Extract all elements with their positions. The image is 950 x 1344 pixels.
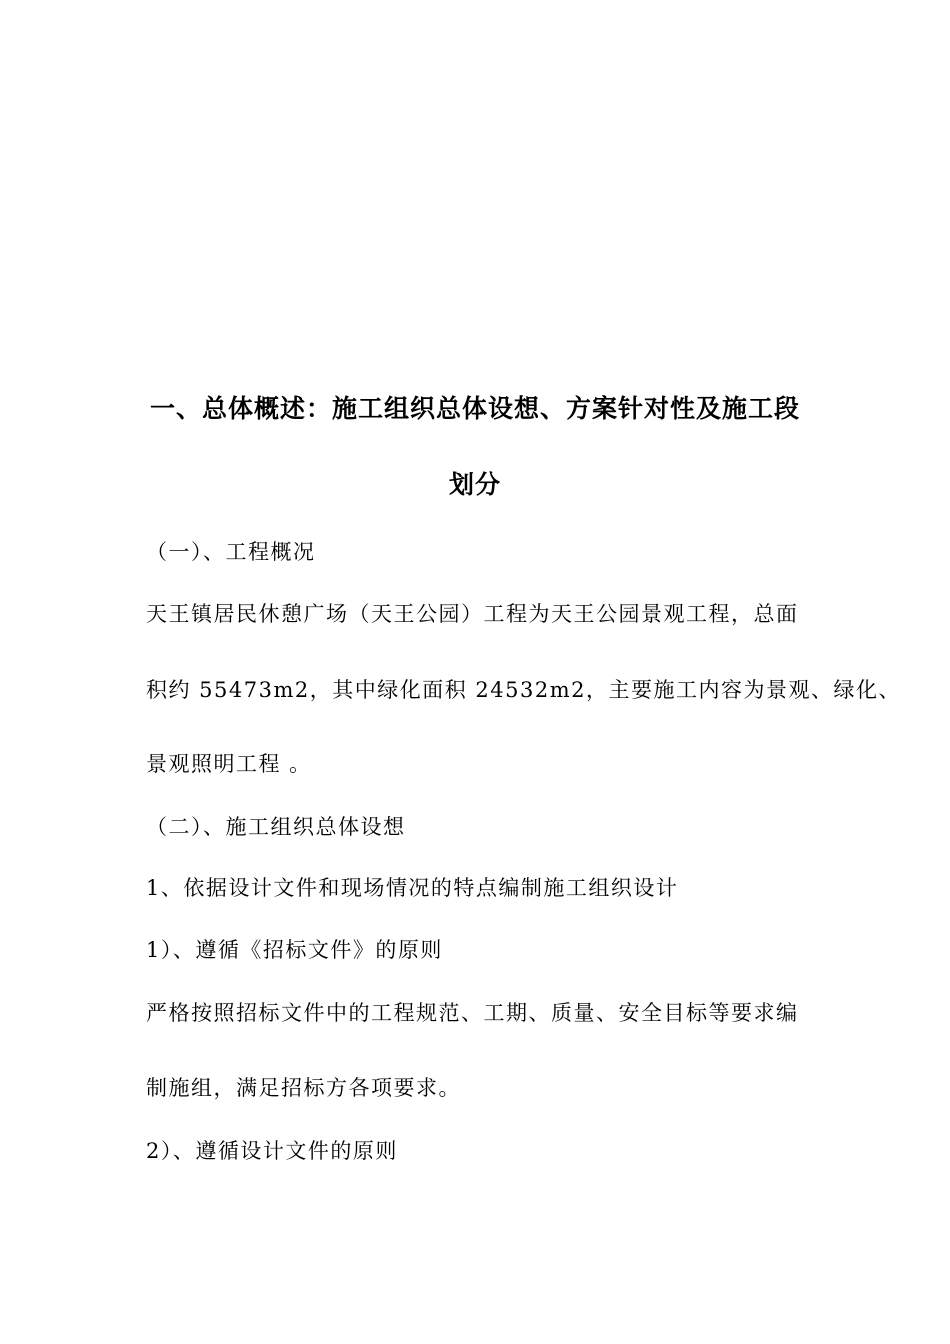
list-item: 1、依据设计文件和现场情况的特点编制施工组织设计: [146, 876, 679, 900]
list-item: 2）、遵循设计文件的原则: [146, 1139, 398, 1163]
heading-line-1: 一、总体概述：施工组织总体设想、方案针对性及施工段: [149, 394, 800, 423]
paragraph-line: 景观照明工程 。: [146, 752, 312, 776]
section-heading-overall-concept: （二）、施工组织总体设想: [146, 815, 406, 839]
section-heading-project-overview: （一）、工程概况: [146, 540, 316, 564]
paragraph-line: 积约 55473m2，其中绿化面积 24532m2，主要施工内容为景观、绿化、: [146, 678, 902, 702]
paragraph-line: 天王镇居民休憩广场（天王公园）工程为天王公园景观工程，总面: [146, 602, 799, 626]
paragraph-line: 制施组，满足招标方各项要求。: [146, 1076, 461, 1100]
list-item: 1）、遵循《招标文件》的原则: [146, 938, 443, 962]
paragraph-line: 严格按照招标文件中的工程规范、工期、质量、安全目标等要求编: [146, 1001, 799, 1025]
heading-line-2: 划分: [448, 470, 501, 499]
